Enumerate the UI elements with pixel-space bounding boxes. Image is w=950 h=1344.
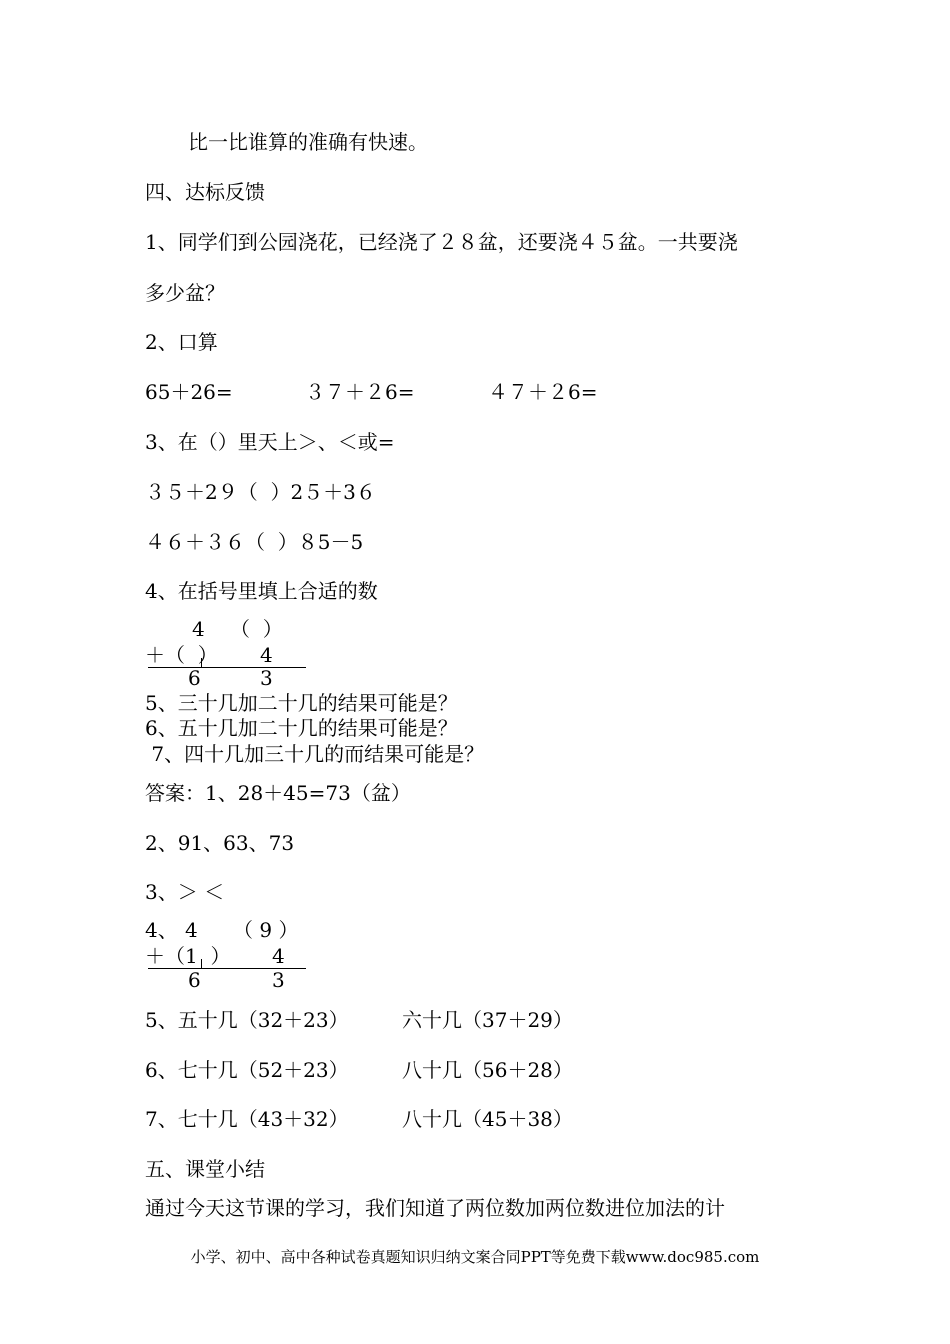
q6: 6、五十几加二十几的结果可能是？ [145, 716, 458, 740]
q4-mid-right: 4 [260, 643, 273, 667]
answer4-mid-right: 4 [272, 944, 285, 968]
q3-title: 3、在（）里天上＞、＜或= [145, 430, 395, 454]
page-footer: 小学、初中、高中各种试卷真题知识归纳文案合同PPT等免费下载www.doc985.com [190, 1248, 760, 1266]
answer-5-right: 六十几（37＋29） [402, 1008, 573, 1032]
q3-line1: ３５＋2９（ ）2５＋3６ [145, 480, 376, 504]
q2-item: ３７＋２6= [305, 380, 415, 404]
answer4-bottom-right: 3 [272, 968, 285, 992]
answer-2: 2、91、63、73 [145, 831, 295, 855]
answer4-carry-mark [201, 959, 202, 968]
q4-title: 4、在括号里填上合适的数 [145, 579, 378, 603]
q4-bottom-right: 3 [260, 666, 273, 690]
q7: 7、四十几加三十几的而结果可能是？ [145, 742, 485, 766]
q1-line1: 1、同学们到公园浇花，已经浇了２８盆，还要浇４５盆。一共要浇 [145, 230, 738, 254]
answer4-mid-left: ＋（1 ） [145, 944, 231, 968]
answer-7-left: 7、七十几（43＋32） [145, 1107, 349, 1131]
q3-line2: ４６＋３６（ ）８5－5 [145, 530, 364, 554]
answer4-label: 4、 [145, 918, 178, 942]
q4-top-left: 4 [192, 617, 205, 641]
q4-sum-line [148, 667, 306, 668]
intro-text: 比一比谁算的准确有快速。 [188, 130, 428, 154]
answer-5-left: 5、五十几（32＋23） [145, 1008, 349, 1032]
answer-6-right: 八十几（56＋28） [402, 1058, 573, 1082]
q2-title: 2、口算 [145, 330, 218, 354]
q1-line2: 多少盆？ [145, 281, 225, 305]
q4-top-right: （ ） [230, 617, 283, 641]
answer-7-right: 八十几（45＋38） [402, 1107, 573, 1131]
answer4-top-right: （ 9 ） [233, 918, 299, 942]
answer-1: 答案：1、28＋45=73（盆） [145, 781, 411, 805]
section5-title: 五、课堂小结 [145, 1157, 265, 1181]
answer-3: 3、＞ ＜ [145, 880, 225, 904]
answer-6-left: 6、七十几（52＋23） [145, 1058, 349, 1082]
summary-text: 通过今天这节课的学习，我们知道了两位数加两位数进位加法的计 [145, 1196, 725, 1220]
q4-mid-left: ＋（ ） [145, 643, 218, 667]
q5: 5、三十几加二十几的结果可能是？ [145, 691, 458, 715]
answer4-top-left: 4 [185, 918, 198, 942]
q2-item: 65＋26= [145, 380, 233, 404]
q2-item: ４７＋２6= [488, 380, 598, 404]
answer4-bottom-left: 6 [188, 968, 201, 992]
section4-title: 四、达标反馈 [145, 180, 265, 204]
q4-carry-mark [201, 658, 202, 667]
q4-bottom-left: 6 [188, 666, 201, 690]
